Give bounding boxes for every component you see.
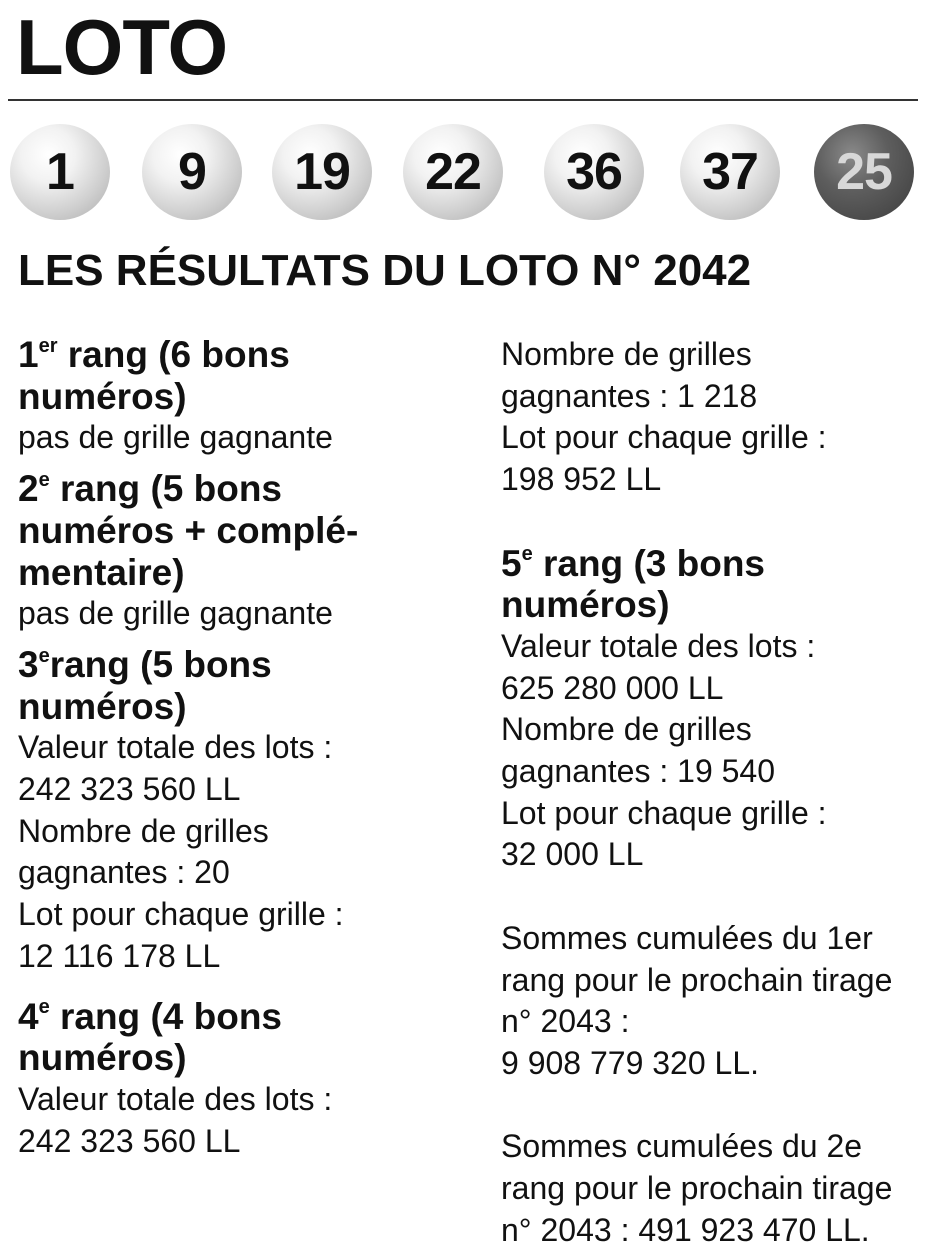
rank2-heading-line3: mentaire) [18,551,185,593]
rank1-heading-line2: numéros) [18,375,187,417]
rank5-heading [501,543,941,585]
rank5-number: 5 [501,542,522,584]
rank5-detail: Valeur totale des lots : [501,627,816,664]
rank4-heading [18,996,478,1038]
rank3-detail: Nombre de grilles [18,812,269,849]
rank3-detail: Lot pour chaque grille : [18,896,344,933]
rank5-detail: 32 000 LL [501,836,644,873]
ball-number: 22 [403,124,503,220]
rank2-heading [18,468,478,510]
rank5-heading-line2: numéros) [501,584,670,626]
rank2-heading-text: rang (5 bons [49,468,283,510]
ball-number: 36 [544,124,644,220]
rank3-heading [18,644,478,686]
rank3-section [18,644,478,978]
cumulative-text: rang pour le prochain tirage [501,961,893,998]
rank4-continued [501,334,941,501]
rank4-detail: gagnantes : 1 218 [501,377,758,414]
ball-number: 37 [680,124,780,220]
complementary-ball: 25 [814,124,914,220]
rank2-suffix: e [38,468,50,491]
rank2-section [18,468,478,635]
rank3-heading-line2: numéros) [18,685,187,727]
results-heading: LES RÉSULTATS DU LOTO N° 2042 [18,246,752,295]
cumulative-text: n° 2043 : [501,1003,630,1040]
rank4-detail: Nombre de grilles [501,336,752,372]
rank4-detail: Lot pour chaque grille : [501,419,827,456]
rank4-heading-line2: numéros) [18,1037,187,1079]
cumulative-amount: n° 2043 : 491 923 470 LL. [501,1211,870,1248]
drawn-numbers [0,124,942,220]
ball-number: 9 [142,124,242,220]
rank4-suffix: e [38,996,50,1019]
rank5-detail: gagnantes : 19 540 [501,753,776,790]
rank4-detail: 242 323 560 LL [18,1122,241,1159]
rank3-number: 3 [18,643,39,685]
rank5-suffix: e [521,543,533,566]
title-divider [8,99,918,101]
cumulative-rank1 [501,918,941,1085]
rank3-detail: 12 116 178 LL [18,937,221,974]
rank1-section [18,334,478,459]
rank5-detail: Lot pour chaque grille : [501,794,827,831]
left-column [18,334,478,1162]
rank3-detail: gagnantes : 20 [18,854,230,891]
cumulative-text: rang pour le prochain tirage [501,1170,893,1207]
rank3-heading-text: rang (5 bons [49,643,272,685]
page-title: LOTO [16,3,228,91]
ball-number: 1 [10,124,110,220]
rank4-heading-text: rang (4 bons [49,995,283,1037]
rank1-heading-text: rang (6 bons [57,334,290,375]
cumulative-text: Sommes cumulées du 1er [501,919,873,956]
cumulative-amount: 9 908 779 320 LL. [501,1044,760,1081]
rank5-section [501,543,941,877]
rank5-detail: 625 280 000 LL [501,669,724,706]
rank1-suffix: er [38,334,58,357]
cumulative-rank2 [501,1126,941,1251]
rank2-number: 2 [18,468,39,510]
rank4-number: 4 [18,995,39,1037]
rank4-detail: 198 952 LL [501,461,662,498]
rank3-detail: Valeur totale des lots : [18,729,333,766]
rank1-heading [18,334,478,376]
rank2-heading-line2: numéros + complé- [18,509,359,551]
rank3-detail: 242 323 560 LL [18,771,241,808]
rank1-text: pas de grille gagnante [18,419,333,456]
rank2-text: pas de grille gagnante [18,595,333,632]
rank4-detail: Valeur totale des lots : [18,1080,333,1117]
rank5-heading-text: rang (3 bons [532,542,766,584]
rank3-suffix: e [38,644,50,667]
rank4-section [18,996,478,1163]
rank1-number: 1 [18,334,39,375]
right-column [501,334,941,1251]
cumulative-text: Sommes cumulées du 2e [501,1128,863,1165]
ball-number: 19 [272,124,372,220]
rank5-detail: Nombre de grilles [501,711,752,748]
